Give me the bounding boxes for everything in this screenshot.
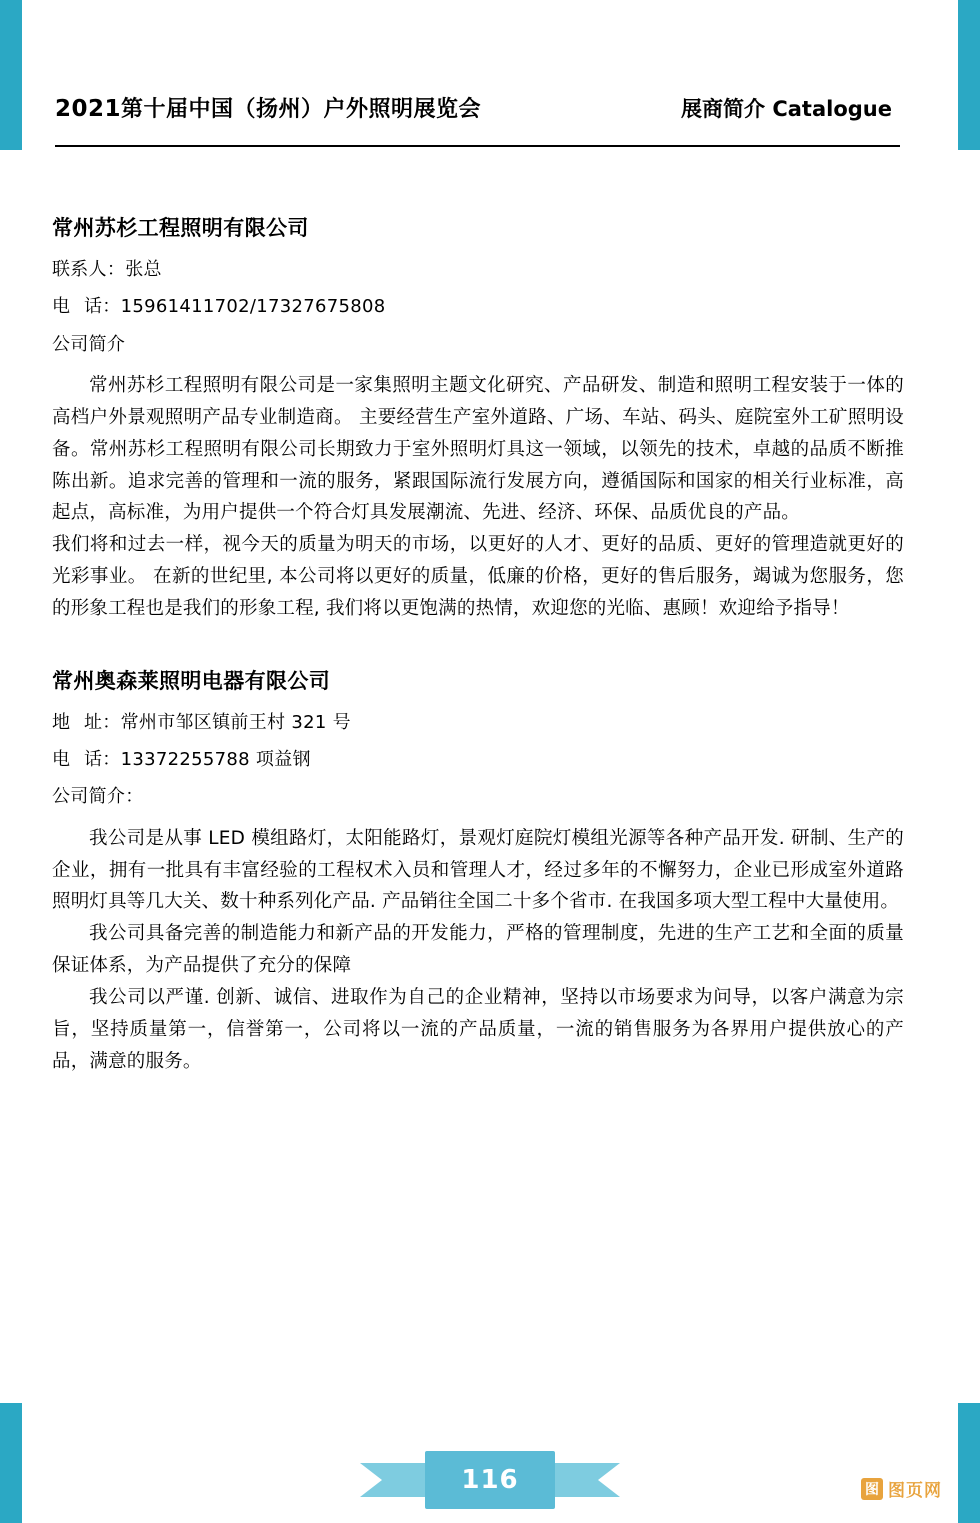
page-content (52, 212, 904, 1077)
profile-label: 公司简介 (52, 333, 126, 355)
ribbon-tail-left (360, 1463, 430, 1497)
profile-label: 公司简介： (52, 786, 144, 808)
header-title-rest: 第十届中国（扬州）户外照明展览会 (121, 97, 482, 122)
phone-value: 15961411702/17327675808 (120, 296, 386, 318)
company-name: 常州苏杉工程照明有限公司 (52, 216, 309, 240)
section-spacer (52, 625, 904, 665)
watermark-text: 图页网 (888, 1481, 942, 1501)
page-number-ribbon (360, 1451, 620, 1513)
ribbon-tail-right (550, 1463, 620, 1497)
page-header (55, 92, 895, 123)
page-number: 116 (461, 1465, 519, 1495)
phone-label-suffix: 话： (84, 749, 121, 771)
phone-label-prefix: 电 (52, 296, 84, 318)
header-section-label: 展商简介 Catalogue (681, 97, 892, 121)
address-value: 常州市邹区镇前王村 321 号 (120, 711, 351, 733)
phone-value: 13372255788 项益钢 (120, 749, 311, 771)
decorative-bar-bottom-left (0, 1403, 22, 1523)
address-label-prefix: 地 (52, 711, 84, 733)
company-profile-paragraph: 我公司以严谨. 创新、诚信、进取作为自己的企业精神，坚持以市场要求为问导，以客户满意为宗旨，坚持质量第一，信誉第一，公司将以一流的产品质量，一流的销售服务为各界用户提供放心的产品，满意的服务。 (52, 986, 904, 1072)
company-entry (52, 212, 904, 625)
address-label-suffix: 址： (84, 711, 121, 733)
address-line (52, 711, 904, 734)
phone-label-prefix: 电 (52, 749, 84, 771)
company-entry (52, 665, 904, 1078)
watermark-logo-icon: 图 (861, 1478, 883, 1500)
company-profile-paragraph: 我公司是从事 LED 模组路灯，太阳能路灯，景观灯庭院灯模组光源等各种产品开发. 研制、生产的企业，拥有一批具有丰富经验的工程权术入员和管理人才，经过多年的不懈努力，企业已形成室外道路照明灯具等几大关、数十种系列化产品. 产品销往全国二十多个省市. 在我国多项大型工程中大量使用。 (52, 827, 904, 913)
header-divider (55, 145, 900, 147)
phone-line (52, 295, 904, 318)
watermark (861, 1476, 942, 1501)
contact-person-line: 联系人：张总 (52, 259, 162, 280)
decorative-bar-top-left (0, 0, 22, 150)
company-profile-paragraph: 我们将和过去一样，视今天的质量为明天的市场，以更好的人才、更好的品质、更好的管理造就更好的光彩事业。 在新的世纪里, 本公司将以更好的质量，低廉的价格，更好的售后服务，竭诚为您服务，您的形象工程也是我们的形象工程, 我们将以更饱满的热情，欢迎您的光临、惠顾！欢迎给予指导！ (52, 534, 904, 619)
phone-line (52, 748, 904, 771)
company-name: 常州奥森莱照明电器有限公司 (52, 668, 331, 693)
phone-label-suffix: 话： (84, 296, 121, 318)
company-profile-paragraph: 常州苏杉工程照明有限公司是一家集照明主题文化研究、产品研发、制造和照明工程安装于一体的高档户外景观照明产品专业制造商。 主要经营生产室外道路、广场、车站、码头、庭院室外工矿照明设备。常州苏杉工程照明有限公司长期致力于室外照明灯具这一领域，以领先的技术，卓越的品质不断推陈出新。追求完善的管理和一流的服务，紧跟国际流行发展方向，遵循国际和国家的相关行业标准，高起点，高标准，为用户提供一个符合灯具发展潮流、先进、经济、环保、品质优良的产品。 (52, 375, 904, 524)
header-year: 2021 (55, 96, 122, 122)
company-profile-paragraph: 我公司具备完善的制造能力和新产品的开发能力，严格的管理制度，先进的生产工艺和全面的质量保证体系，为产品提供了充分的保障 (52, 923, 904, 977)
decorative-bar-bottom-right (958, 1403, 980, 1523)
decorative-bar-top-right (958, 0, 980, 150)
header-title (55, 92, 481, 123)
ribbon-center (425, 1451, 555, 1509)
